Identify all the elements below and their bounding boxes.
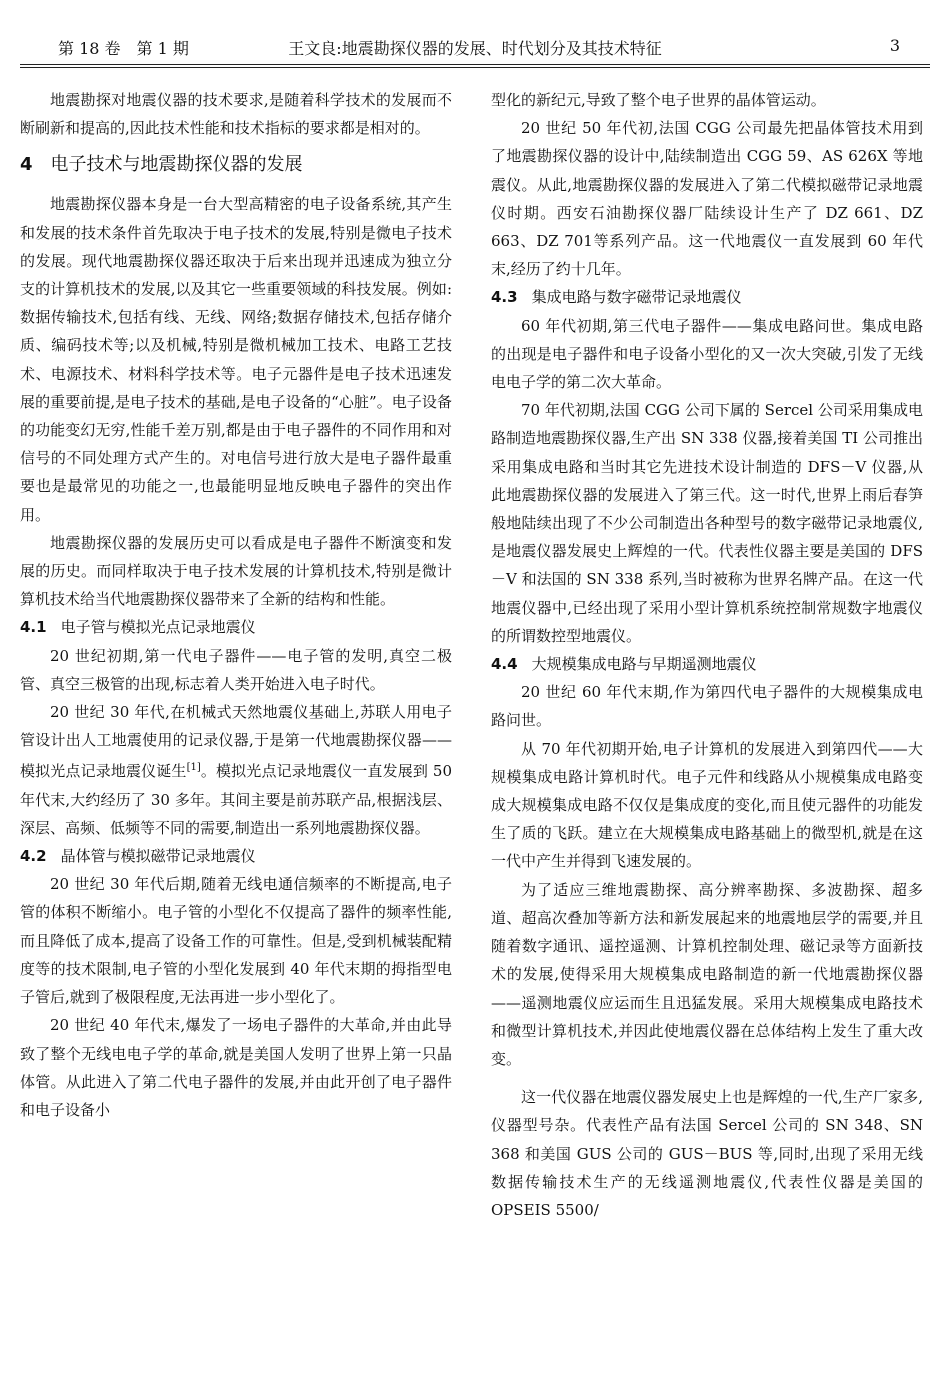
text-run: 20 世纪 30 年代,在机械式天然地震仪基础上,苏联人用电子管设计出人工地震使用的记录仪器,于是第一代地震勘探仪器——模拟光点记录地震仪诞生 [20, 703, 452, 781]
section-4-heading [20, 150, 452, 180]
paragraph: 20 世纪 60 年代末期,作为第四代电子器件的大规模集成电路问世。 [491, 683, 923, 730]
paragraph-continued: 型化的新纪元,导致了整个电子世界的晶体管运动。 [491, 91, 826, 109]
subsection-4-4-heading [491, 650, 923, 678]
subsection-title: 晶体管与模拟磁带记录地震仪 [60, 847, 256, 866]
subsection-number: 4.3 [491, 288, 518, 307]
subsection-4-1-heading [20, 613, 452, 641]
left-column [20, 86, 452, 1124]
subsection-title: 大规模集成电路与早期遥测地震仪 [531, 655, 757, 674]
paragraph: 从 70 年代初期开始,电子计算机的发展进入到第四代——大规模集成电路计算机时代。电子元件和线路从小规模集成电路变成大规模集成电路不仅仅是集成度的变化,而且使元器件的功能发生了质的飞跃。建立在大规模集成电路基础上的微型机,就是在这一代中产生并得到飞速发展的。 [491, 739, 923, 871]
paragraph: 这一代仪器在地震仪器发展史上也是辉煌的一代,生产厂家多,仪器型号杂。代表性产品有法国 Sercel 公司的 SN 348、SN 368 和美国 GUS 公司的 GUS－BUS 等,同时,出现了采用无线数据传输技术生产的无线遥测地震仪,代表性仪器是美国的 OPSEIS 5500/ [491, 1088, 923, 1219]
subsection-title: 电子管与模拟光点记录地震仪 [60, 618, 256, 637]
paragraph: 为了适应三维地震勘探、高分辨率勘探、多波勘探、超多道、超高次叠加等新方法和新发展起来的地震地层学的需要,并且随着数字通讯、遥控遥测、计算机控制处理、磁记录等方面新技术的发展,使得采用大规模集成电路制造的新一代地震勘探仪器——遥测地震仪应运而生且迅猛发展。采用大规模集成电路技术和微型计算机技术,并因此使地震仪器在总体结构上发生了重大改变。 [491, 880, 923, 1068]
paragraph: 20 世纪 30 年代后期,随着无线电通信频率的不断提高,电子管的体积不断缩小。电子管的小型化不仅提高了器件的频率性能,而且降低了成本,提高了设备工作的可靠性。但是,受到机械装配精度等的技术限制,电子管的小型化发展到 40 年代末期的拇指型电子管后,就到了极限程度,无法再进一步小型化了。 [20, 875, 452, 1007]
subsection-number: 4.4 [491, 655, 518, 674]
subsection-4-3-heading [491, 283, 923, 311]
paragraph: 20 世纪 40 年代末,爆发了一场电子器件的大革命,并由此导致了整个无线电电子学的革命,就是美国人发明了世界上第一只晶体管。从此进入了第二代电子器件的发展,并由此开创了电子器件和电子设备小 [20, 1016, 452, 1119]
paragraph: 60 年代初期,第三代电子器件——集成电路问世。集成电路的出现是电子器件和电子设备小型化的又一次大突破,引发了无线电电子学的第二次大革命。 [491, 316, 923, 392]
right-column [491, 86, 923, 1224]
text-run: 。模拟光点记录地震仪一直发展到 50 年代末,大约经历了 30 多年。其间主要是前苏联产品,根据浅层、深层、高频、低频等不同的需要,制造出一系列地震勘探仪器。 [20, 762, 452, 837]
paragraph: 70 年代初期,法国 CGG 公司下属的 Sercel 公司采用集成电路制造地震勘探仪器,生产出 SN 338 仪器,接着美国 TI 公司推出采用集成电路和当时其它先进技术设计制造的 DFS－V 仪器,从此地震勘探仪器的发展进入了第三代。这一时代,世界上雨后春笋般地陆续出现了不少公司制造出各种型号的数字磁带记录地震仪,是地震仪器发展史上辉煌的一代。代表性仪器主要是美国的 DFS－V 和法国的 SN 338 系列,当时被称为世界名牌产品。在这一代地震仪器中,已经出现了采用小型计算机系统控制常规数字地震仪的所谓数控型地震仪。 [491, 401, 923, 645]
section-title: 电子技术与地震勘探仪器的发展 [50, 154, 303, 176]
subsection-4-2-heading [20, 842, 452, 870]
page-number: 3 [889, 36, 900, 55]
citation-ref[interactable]: [1] [186, 762, 201, 774]
section-number: 4 [20, 154, 33, 176]
paragraph: 地震勘探仪器的发展历史可以看成是电子器件不断演变和发展的历史。而同样取决于电子技术发展的计算机技术,特别是微计算机技术给当代地震勘探仪器带来了全新的结构和性能。 [20, 533, 452, 609]
running-title: 王文良:地震勘探仪器的发展、时代划分及其技术特征 [288, 39, 662, 58]
subsection-number: 4.1 [20, 618, 47, 637]
header-rule-bottom [20, 67, 930, 68]
paragraph-intro: 地震勘探对地震仪器的技术要求,是随着科学技术的发展而不断刷新和提高的,因此技术性能和技术指标的要求都是相对的。 [20, 91, 452, 138]
paragraph [20, 698, 452, 842]
header-rule-top [20, 64, 930, 65]
spacer [491, 1073, 923, 1083]
subsection-number: 4.2 [20, 847, 47, 866]
subsection-title: 集成电路与数字磁带记录地震仪 [531, 288, 742, 307]
paragraph: 地震勘探仪器本身是一台大型高精密的电子设备系统,其产生和发展的技术条件首先取决于电子技术的发展,特别是微电子技术的发展。现代地震勘探仪器还取决于后来出现并迅速成为独立分支的计算机技术的发展,以及其它一些重要领域的科技发展。例如:数据传输技术,包括有线、无线、网络;数据存储技术,包括存储介质、编码技术等;以及机械,特别是微机械加工技术、电路工艺技术、电源技术、材料科学技术等。电子元器件是电子技术迅速发展的重要前提,是电子技术的基础,是电子设备的“心脏”。电子设备的功能变幻无穷,性能千差万别,都是由于电子器件的不同作用和对信号的不同处理方式产生的。对电信号进行放大是电子器件最重要也是最常见的功能之一,也最能明显地反映电子器件的突出作用。 [20, 195, 452, 524]
paragraph: 20 世纪 50 年代初,法国 CGG 公司最先把晶体管技术用到了地震勘探仪器的设计中,陆续制造出 CGG 59、AS 626X 等地震仪。从此,地震勘探仪器的发展进入了第二代模拟磁带记录地震仪时期。西安石油勘探仪器厂陆续设计生产了 DZ 661、DZ 663、DZ 701等系列产品。这一代地震仪一直发展到 60 年代末,经历了约十几年。 [491, 119, 923, 279]
paragraph: 20 世纪初期,第一代电子器件——电子管的发明,真空二极管、真空三极管的出现,标志着人类开始进入电子时代。 [20, 646, 452, 693]
running-header [20, 30, 930, 64]
journal-volume-issue: 第 18 卷 第 1 期 [58, 39, 189, 58]
